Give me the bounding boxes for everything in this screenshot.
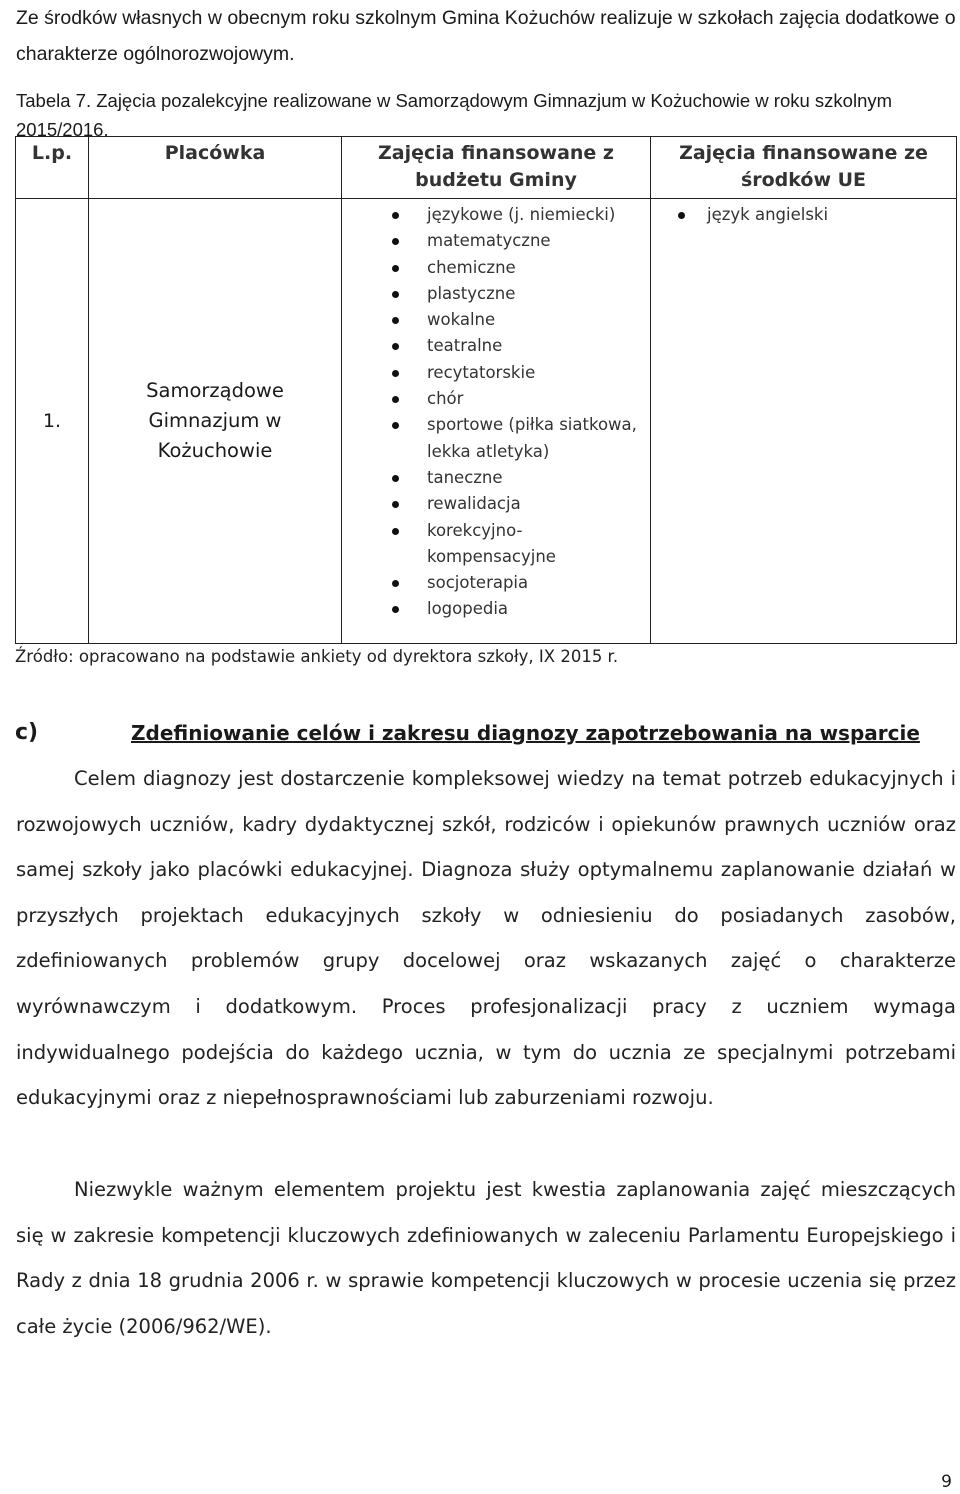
- section-title: Zdefiniowanie celów i zakresu diagnozy zapotrzebowania na wsparcie: [131, 721, 920, 745]
- paragraph-diagnosis: Celem diagnozy jest dostarczenie kompleksowej wiedzy na temat potrzeb edukacyjnych i rozwojowych uczniów, kadry dydaktycznej szkół, rodziców i opiekunów prawnych uczniów oraz samej szkoły jako placówki edukacyjnej. Diagnoza służy optymalnemu zaplanowanie działań w przyszłych projektach edukacyjnych szkoły w odniesieniu do posiadanych zasobów, zdefiniowanych problemów grupy docelowej oraz wskazanych zajęć o charakterze wyrównawczym i dodatkowym. Proces profesjonalizacji pracy z uczniem wymaga indywidualnego podejścia do każdego ucznia, w tym do ucznia ze specjalnymi potrzebami edukacyjnymi oraz z niepełnosprawnościami lub zaburzeniami rozwoju.: [16, 767, 956, 1110]
- list-item: język angielski: [651, 202, 956, 228]
- list-item: rewalidacja: [342, 491, 650, 517]
- list-item: teatralne: [342, 333, 650, 359]
- cell-lp: 1.: [16, 199, 89, 644]
- list-item: korekcyjno-kompensacyjne: [342, 518, 650, 571]
- list-item: recytatorskie: [342, 360, 650, 386]
- list-item: chemiczne: [342, 255, 650, 281]
- cell-placowka: Samorządowe Gimnazjum w Kożuchowie: [89, 199, 342, 644]
- header-placowka: Placówka: [89, 137, 342, 199]
- cell-budzet: [342, 199, 651, 644]
- table-caption: Tabela 7. Zajęcia pozalekcyjne realizowane w Samorządowym Gimnazjum w Kożuchowie w roku szkolnym 2015/2016.: [16, 90, 893, 140]
- list-item: plastyczne: [342, 281, 650, 307]
- list-item: matematyczne: [342, 228, 650, 254]
- list-item: taneczne: [342, 465, 650, 491]
- list-item: wokalne: [342, 307, 650, 333]
- header-budzet: Zajęcia finansowane z budżetu Gminy: [342, 137, 651, 199]
- list-item: sportowe (piłka siatkowa, lekka atletyka): [342, 412, 650, 465]
- source-note: Źródło: opracowano na podstawie ankiety od dyrektora szkoły, IX 2015 r.: [15, 647, 619, 666]
- intro-paragraph: Ze środków własnych w obecnym roku szkolnym Gmina Kożuchów realizuje w szkołach zajęcia dodatkowe o charakterze ogólnorozwojowym.: [16, 7, 956, 65]
- list-item: chór: [342, 386, 650, 412]
- section-heading: [15, 716, 957, 750]
- table-header-row: [16, 137, 957, 199]
- section-letter: c): [15, 720, 39, 745]
- list-item: socjoterapia: [342, 570, 650, 596]
- cell-ue: [651, 199, 957, 644]
- activities-table: [15, 136, 957, 644]
- list-item: językowe (j. niemiecki): [342, 202, 650, 228]
- ue-list: [651, 199, 956, 228]
- table-row: [16, 199, 957, 644]
- budzet-list: [342, 199, 650, 623]
- header-lp: L.p.: [16, 137, 89, 199]
- paragraph-competences: Niezwykle ważnym elementem projektu jest kwestia zaplanowania zajęć mieszczących się w zakresie kompetencji kluczowych zdefiniowanych w zaleceniu Parlamentu Europejskiego i Rady z dnia 18 grudnia 2006 r. w sprawie kompetencji kluczowych w procesie uczenia się przez całe życie (2006/962/WE).: [16, 1178, 956, 1338]
- header-ue: Zajęcia finansowane ze środków UE: [651, 137, 957, 199]
- page-number: 9: [941, 1472, 952, 1492]
- list-item: logopedia: [342, 596, 650, 622]
